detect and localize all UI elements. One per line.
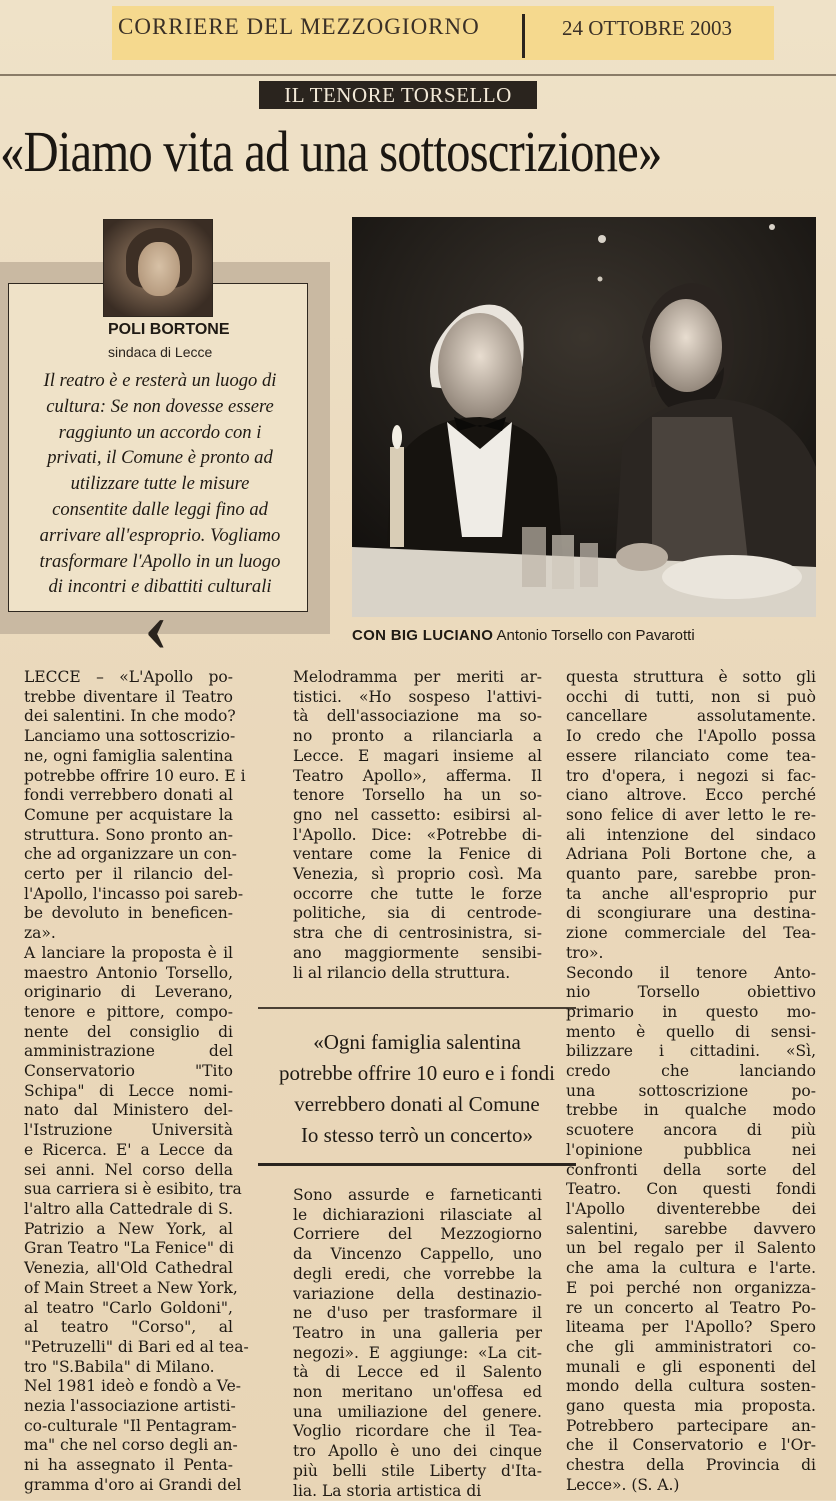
portrait-photo	[103, 219, 213, 317]
text-line: e Ricerca. E' a Lecce da	[24, 1140, 233, 1159]
text-line: l'opinione pubblica nei	[566, 1140, 816, 1159]
text-line: li al rilancio della struttura.	[293, 963, 511, 982]
pullquote-rule-top	[258, 1007, 576, 1009]
text-line: Venezia, all'Old Cathedral	[24, 1259, 233, 1278]
text-line: che il Conservatorio e l'Or-	[566, 1436, 816, 1455]
text-line: una umiliazione del genere.	[293, 1402, 542, 1421]
text-line: ni ha assegnato il Penta-	[24, 1456, 233, 1475]
quote-line: consentite dalle leggi fino ad	[52, 498, 268, 520]
text-line: "Petruzelli" di Bari ed al tea-	[24, 1337, 249, 1356]
text-line: quanto pare, sarebbe pron-	[566, 865, 816, 884]
text-line: nente del consiglio di	[24, 1022, 233, 1041]
text-line: Conservatorio "Tito	[24, 1062, 233, 1081]
headline: «Diamo vita ad una sottoscrizione»	[0, 119, 662, 184]
text-line: tenore e pittore, compo-	[24, 1002, 233, 1021]
text-line: Sono assurde e farneticanti	[293, 1186, 542, 1204]
header-rule	[0, 74, 836, 76]
photo-caption	[352, 627, 695, 644]
text-line: al teatro "Carlo Goldoni",	[24, 1298, 233, 1317]
text-line: tro "S.Babila" di Milano.	[24, 1357, 215, 1376]
text-line: ma" che nel corso degli an-	[24, 1436, 238, 1455]
text-line: scuotere ancora di più	[566, 1121, 816, 1140]
text-line: questa struttura è sotto gli	[566, 668, 816, 686]
photo-illustration	[352, 217, 816, 617]
text-line: dei salentini. In che modo?	[24, 707, 236, 726]
text-line: nato dal Ministero del-	[24, 1101, 233, 1120]
text-line: struttura. Sono pronto an-	[24, 825, 233, 844]
issue-date: 24 OTTOBRE 2003	[562, 16, 732, 40]
text-line: sono felice di aver letto le re-	[566, 805, 816, 824]
text-line: lia. La storia artistica di	[293, 1481, 482, 1500]
text-line: credo che lanciando	[566, 1062, 816, 1081]
text-line: l'Istruzione Università	[24, 1121, 233, 1140]
quote-line: cultura: Se non dovesse essere	[46, 395, 274, 417]
text-line: bilizzare i cittadini. «Sì,	[566, 1042, 816, 1061]
text-line: variazione della destinazio-	[293, 1284, 542, 1303]
text-line: ali intenzione del sindaco	[566, 825, 816, 844]
text-line: amministrazione del	[24, 1042, 233, 1061]
quote-mark-icon: ‹	[144, 586, 168, 666]
pull-quote	[258, 1027, 576, 1151]
text-line: Lecce. E magari insieme al	[293, 746, 542, 765]
text-line: Gran Teatro "La Fenice" di	[24, 1239, 234, 1258]
text-line: trebbe diventare il Teatro	[24, 687, 233, 706]
text-line: ne d'uso per trasformare il	[293, 1304, 542, 1323]
text-line: una sottoscrizione po-	[566, 1081, 816, 1100]
text-line: non meritano un'offesa ed	[293, 1383, 542, 1402]
text-line: che ad organizzare un con-	[24, 845, 237, 864]
text-line: A lanciare la proposta è il	[24, 943, 233, 962]
text-line: tistici. «Ho sospeso l'attivi-	[293, 687, 542, 706]
quote-line: arrivare all'esproprio. Vogliamo	[39, 524, 281, 546]
text-line: tro d'opera, i negozi si fac-	[566, 766, 816, 785]
text-line: za».	[24, 924, 56, 943]
text-line: Schipa" di Lecce nomi-	[24, 1081, 233, 1100]
text-line: negozi». E aggiunge: «La cit-	[293, 1343, 542, 1362]
text-line: stra che di centrosinistra, si-	[293, 924, 542, 943]
sidebar-role: sindaca di Lecce	[108, 344, 213, 360]
text-line: sua carriera si è esibito, tra	[24, 1180, 242, 1199]
text-line: tenore Torsello ha un so-	[293, 786, 542, 805]
text-line: tà di Lecce ed il Salento	[293, 1363, 542, 1382]
text-line: liteama per l'Apollo? Spero	[566, 1318, 816, 1337]
text-line: l'Apollo. Dice: «Potrebbe di-	[293, 825, 542, 844]
text-line: essere rilanciato come tea-	[566, 746, 816, 765]
caption-text: Antonio Torsello con Pavarotti	[496, 627, 695, 644]
text-line: che gli amministratori co-	[566, 1337, 816, 1356]
text-line: Comune per acquistare la	[24, 805, 233, 824]
quote-line: trasformare l'Apollo in un luogo	[39, 550, 281, 572]
text-line: gramma d'oro ai Grandi del	[24, 1475, 242, 1494]
text-line: certo per il rilancio del-	[24, 865, 233, 884]
text-line: ta anche all'esproprio pur	[566, 884, 816, 903]
text-line: originario di Leverano,	[24, 983, 233, 1002]
text-line: gano questa mia proposta.	[566, 1397, 816, 1416]
text-line: di scongiurare una destina-	[566, 904, 816, 923]
text-line: trebbe in qualche modo	[566, 1101, 816, 1120]
text-line: l'altro alla Cattedrale di S.	[24, 1199, 233, 1218]
text-line: Teatro in una galleria per	[293, 1323, 542, 1342]
text-line: Lecce». (S. A.)	[566, 1475, 680, 1494]
text-line: un bel regalo per il Salento	[566, 1239, 816, 1258]
quote-line: Il reatro è e resterà un luogo di	[43, 370, 277, 391]
article-column-1	[24, 668, 249, 1496]
text-line: cancellare assolutamente.	[566, 707, 816, 726]
text-line: Adriana Poli Bortone che, a	[566, 845, 816, 864]
text-line: che ama la cultura e l'arte.	[566, 1259, 816, 1278]
text-line: potrebbe offrire 10 euro. E i	[24, 766, 246, 785]
text-line: l'Apollo diventerebbe dei	[566, 1199, 816, 1218]
pull-quote-line: Io stesso terrò un concerto»	[300, 1123, 534, 1147]
pull-quote-line: «Ogni famiglia salentina	[313, 1030, 521, 1054]
quote-line: raggiunto un accordo con i	[58, 421, 262, 443]
article-column-3	[566, 668, 816, 1496]
text-line: tà dell'associazione ma so-	[293, 707, 542, 726]
pull-quote-line: verrebbero donati al Comune	[294, 1092, 540, 1116]
text-line: Melodramma per meriti ar-	[293, 668, 542, 686]
text-line: Venezia, sì proprio così. Ma	[293, 865, 542, 884]
text-line: LECCE – «L'Apollo po-	[24, 668, 233, 686]
text-line: Corriere del Mezzogiorno	[293, 1225, 542, 1244]
text-line: occorre che tutte le forze	[293, 884, 542, 903]
text-line: ciano altrove. Ecco perché	[566, 786, 816, 805]
text-line: ventare come la Fenice di	[293, 845, 542, 864]
text-line: l'Apollo, l'incasso poi sareb-	[24, 884, 244, 903]
text-line: munali e gli esponenti del	[566, 1357, 816, 1376]
sidebar-name: POLI BORTONE	[108, 321, 230, 338]
quote-line: utilizzare tutte le misure	[70, 473, 250, 495]
text-line: Nel 1981 ideò e fondò a Ve-	[24, 1377, 241, 1396]
text-line: ne, ogni famiglia salentina	[24, 746, 233, 765]
text-line: salentini, sarebbe davvero	[566, 1219, 816, 1238]
text-line: no pronto a rilanciarla a	[293, 727, 542, 746]
text-line: Patrizio a New York, al	[24, 1219, 233, 1238]
text-line: confronti della sorte del	[566, 1160, 816, 1179]
text-line: ano maggiormente sensibi-	[293, 943, 542, 962]
text-line: sei anni. Nel corso della	[24, 1160, 233, 1179]
portrait-face	[138, 242, 180, 296]
text-line: Io credo che l'Apollo possa	[566, 727, 816, 746]
text-line: nio Torsello obiettivo	[566, 983, 816, 1002]
text-line: più belli stile Liberty d'Ita-	[293, 1461, 542, 1480]
newspaper-name: CORRIERE DEL MEZZOGIORNO	[118, 14, 480, 39]
text-line: Potrebbero partecipare an-	[566, 1416, 816, 1435]
text-line: le dichiarazioni rilasciate al	[293, 1205, 542, 1224]
text-line: mento è quello di sensi-	[566, 1022, 816, 1041]
text-line: chestra della Provincia di	[566, 1456, 816, 1475]
masthead-separator	[522, 14, 525, 58]
text-line: Lanciamo una sottoscrizio-	[24, 727, 236, 746]
text-line: co-culturale "Il Pentagram-	[24, 1416, 237, 1435]
text-line: Secondo il tenore Anto-	[566, 963, 816, 982]
text-line: maestro Antonio Torsello,	[24, 963, 233, 982]
text-line: occhi di tutti, non si può	[566, 687, 816, 706]
text-line: E poi perché non organizza-	[566, 1278, 816, 1297]
text-line: re un concerto al Teatro Po-	[566, 1298, 816, 1317]
article-column-2-bottom	[293, 1186, 542, 1501]
text-line: of Main Street a New York,	[24, 1278, 238, 1297]
text-line: fondi verrebbero donati al	[24, 786, 233, 805]
sidebar-quote	[20, 368, 300, 600]
text-line: al teatro "Corso", al	[24, 1318, 233, 1337]
text-line: mondo della cultura sosten-	[566, 1377, 816, 1396]
text-line: tro».	[566, 943, 604, 962]
article-column-2-top	[293, 668, 542, 983]
text-line: Teatro Apollo», afferma. Il	[293, 766, 542, 785]
caption-label: CON BIG LUCIANO	[352, 627, 494, 644]
kicker: IL TENORE TORSELLO	[259, 81, 537, 109]
text-line: gno nel cassetto: esibirsi al-	[293, 805, 542, 824]
text-line: primario in questo mo-	[566, 1002, 816, 1021]
text-line: politiche, sia di centrode-	[293, 904, 542, 923]
quote-line: di incontri e dibattiti culturali	[48, 576, 272, 598]
article-photo	[352, 217, 816, 617]
text-line: nezia l'associazione artisti-	[24, 1397, 236, 1416]
text-line: Teatro. Con questi fondi	[566, 1180, 816, 1199]
text-line: tro Apollo è uno dei cinque	[293, 1442, 542, 1461]
pull-quote-line: potrebbe offrire 10 euro e i fondi	[278, 1061, 555, 1085]
text-line: da Vincenzo Cappello, uno	[293, 1245, 542, 1264]
text-line: zione commerciale del Tea-	[566, 924, 816, 943]
text-line: degli eredi, che vorrebbe la	[293, 1264, 542, 1283]
quote-line: privati, il Comune è pronto ad	[47, 447, 273, 469]
text-line: Voglio ricordare che il Tea-	[293, 1422, 542, 1441]
text-line: be devoluto in beneficen-	[24, 904, 233, 923]
pullquote-rule-bottom	[258, 1163, 576, 1166]
